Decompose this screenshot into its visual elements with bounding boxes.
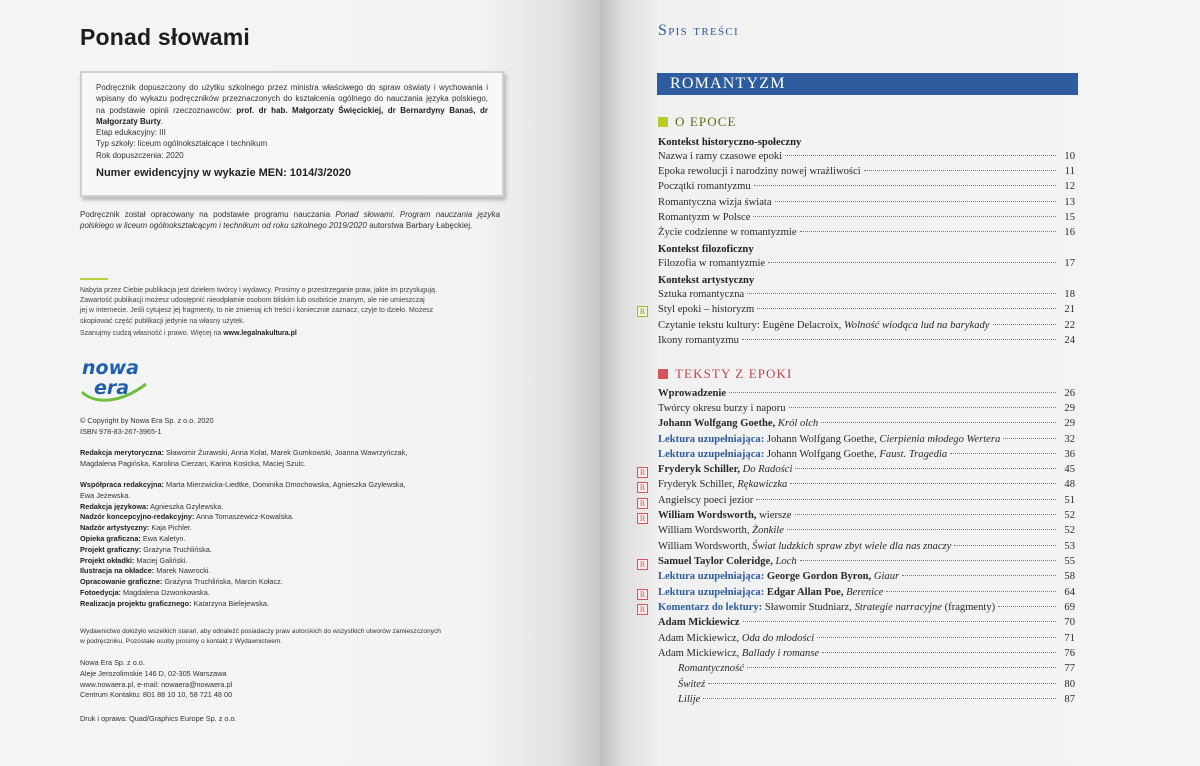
toc-title: Romantyczna wizja świata — [658, 197, 772, 208]
toc-entry[interactable] — [658, 479, 1075, 494]
toc-title — [678, 679, 705, 690]
toc-entry[interactable] — [658, 212, 1075, 227]
toc-entry[interactable] — [658, 510, 1075, 525]
credit-line — [80, 566, 480, 577]
leader-dots — [754, 185, 1056, 186]
approval-year: Rok dopuszczenia: 2020 — [96, 150, 184, 160]
toc-work-title: Cierpienia młodego Wertera — [879, 434, 1001, 445]
credits-block — [80, 480, 480, 610]
toc-entry[interactable] — [658, 335, 1075, 350]
toc-page: 69 — [1064, 602, 1075, 613]
toc-page: 76 — [1064, 648, 1075, 659]
editors-names-cont: Magdalena Pagińska, Karolina Cierzan, Karina Kosicka, Maciej Szulc. — [80, 458, 306, 468]
subheading-text: TEKSTY Z EPOKI — [675, 366, 793, 381]
toc-author: Adam Mickiewicz, — [658, 633, 740, 644]
credit-value: Katarzyna Bielejewska. — [193, 598, 269, 608]
toc-title — [658, 510, 792, 521]
toc-author: William Wordsworth, — [658, 541, 750, 552]
copyright-notice — [80, 286, 475, 339]
toc-title: Życie codzienne w romantyzmie — [658, 227, 797, 238]
toc-title — [658, 320, 990, 331]
leader-dots — [729, 392, 1056, 393]
leader-dots — [708, 683, 1056, 684]
toc-entry[interactable] — [678, 663, 1075, 678]
toc-entry[interactable] — [658, 556, 1075, 571]
toc-page: 71 — [1064, 633, 1075, 644]
toc-work-title: Berenice — [846, 587, 884, 598]
credit-value: Kaja Pichler. — [151, 523, 192, 533]
toc-page: 29 — [1064, 403, 1075, 414]
toc-title — [658, 633, 814, 644]
toc-title: Sztuka romantyczna — [658, 289, 745, 300]
leader-dots — [775, 201, 1056, 202]
toc-entry[interactable] — [658, 304, 1075, 319]
credit-label: Redakcja językowa: — [80, 501, 149, 511]
leader-dots — [817, 637, 1056, 638]
toc-page: 53 — [1064, 541, 1075, 552]
logo-text-era: era — [94, 377, 130, 399]
toc-author: Sławomir Studniarz, — [764, 602, 852, 613]
toc-author: William Wordsworth, — [658, 510, 757, 521]
toc-entry[interactable] — [658, 388, 1075, 403]
toc-entry[interactable] — [658, 289, 1075, 304]
copyright-block — [80, 416, 480, 438]
credit-label: Opieka graficzna: — [80, 533, 141, 543]
credit-value: Marek Nawrocki. — [156, 566, 211, 576]
toc-work-title: Romantyczność — [678, 663, 744, 674]
toc-author: George Gordon Byron, — [766, 571, 872, 582]
program-note-title: Ponad słowami. Program nauczania języka polskiego w liceum ogólnokształcącym i technikum od roku szkolnego 2019/2020 — [80, 210, 500, 231]
subheading-o-epoce — [658, 114, 737, 130]
toc-entry[interactable] — [658, 197, 1075, 212]
editors-line — [80, 448, 480, 459]
toc-entry[interactable] — [658, 181, 1075, 196]
toc-work-title: Świteź — [678, 679, 706, 690]
divider — [80, 278, 108, 280]
toc-page: 80 — [1064, 679, 1075, 690]
toc-entry[interactable] — [658, 648, 1075, 663]
approval-box — [80, 71, 504, 197]
toc-page: 11 — [1064, 166, 1075, 177]
notice-line — [80, 329, 475, 339]
rights-block — [80, 627, 480, 647]
toc-page: 29 — [1064, 418, 1075, 429]
program-note-c: autorstwa Barbary Łabęckiej. — [369, 221, 473, 231]
book-title: Ponad słowami — [80, 24, 251, 50]
credit-label: Projekt graficzny: — [80, 544, 142, 554]
toc-author: William Wordsworth, — [658, 525, 750, 536]
toc-page: 10 — [1064, 151, 1075, 162]
credit-value: Agnieszka Gzylewska. — [150, 501, 224, 511]
credit-label: Opracowanie graficzne: — [80, 577, 163, 587]
toc-title: Nazwa i ramy czasowe epoki — [658, 151, 783, 162]
r-extended-icon: R — [637, 559, 648, 570]
leader-dots — [1003, 438, 1056, 439]
toc-title: Styl epoki – historyzm — [658, 304, 755, 315]
notice-line: Nabyta przez Ciebie publikacja jest dziełem twórcy i wydawcy. Prosimy o przestrzeganie praw, jakie im przysługują. — [80, 287, 438, 294]
r-extended-icon: R — [637, 589, 648, 600]
leader-dots — [822, 652, 1056, 653]
toc-page: 12 — [1064, 181, 1075, 192]
credit-value: Ewa Kaletyn. — [142, 533, 186, 543]
toc-entry[interactable] — [658, 151, 1075, 166]
toc-work-title: Do Radości — [742, 464, 793, 475]
credit-line — [80, 502, 480, 513]
coop-names-cont: Ewa Jeżewska. — [80, 490, 131, 500]
leader-dots — [747, 667, 1056, 668]
toc-title: Ikony romantyzmu — [658, 335, 739, 346]
coop-label: Współpraca redakcyjna: — [80, 480, 164, 489]
rights-line: w podręczniku. Pozostałe osoby prosimy o kontakt z Wydawnictwem. — [80, 638, 283, 645]
address-line: Centrum Kontaktu: 801 88 10 10, 58 721 48 00 — [80, 690, 233, 700]
nowa-era-logo — [80, 354, 150, 404]
toc-page: 70 — [1064, 617, 1075, 628]
category-heading: Kontekst historyczno-społeczny — [658, 137, 802, 148]
toc-author: Fryderyk Schiller, — [658, 479, 735, 490]
toc-entry[interactable] — [658, 166, 1075, 181]
toc-entry[interactable] — [658, 464, 1075, 479]
credit-label: Realizacja projektu graficznego: — [80, 598, 192, 608]
credit-line — [80, 588, 480, 599]
approval-text: Podręcznik dopuszczony do użytku szkolnego przez ministra właściwego do spraw oświaty i wychowania i wpisany do wykazu podręczników przeznaczonych do kształcenia ogólnego do nauczania języka polskiego, na podstawie opinii rzeczoznawców: prof. dr hab. Małgorzaty Święcickiej, dr Bernardyny Banaś, dr Małgorzaty Burty. — [96, 83, 488, 126]
leader-dots — [753, 216, 1056, 217]
toc-page: 55 — [1064, 556, 1075, 567]
section-title: ROMANTYZM — [670, 75, 786, 92]
leader-dots — [703, 698, 1056, 699]
toc-work-title: Rękawiczka — [737, 479, 788, 490]
toc-title: Filozofia w romantyzmie — [658, 258, 766, 269]
toc-work-title: Świat ludzkich spraw zbyt wiele dla nas znaczy — [752, 541, 952, 552]
r-extended-icon: R — [637, 604, 648, 615]
program-note-a: Podręcznik został opracowany na podstawie programu nauczania — [80, 210, 331, 219]
toc-title — [658, 525, 784, 536]
leader-dots — [800, 231, 1056, 232]
toc-entry[interactable] — [678, 694, 1075, 709]
toc-work-title: Król olch — [777, 418, 819, 429]
editors-label: Redakcja merytoryczna: — [80, 448, 164, 457]
credit-line — [80, 556, 480, 567]
toc-page: 36 — [1064, 449, 1075, 460]
toc-page: 15 — [1064, 212, 1075, 223]
address-block — [80, 658, 480, 701]
coop-line — [80, 480, 480, 491]
credit-line — [80, 577, 480, 588]
legal-culture-link[interactable]: www.legalnakultura.pl — [223, 329, 297, 337]
toc-title: Romantyzm w Polsce — [658, 212, 751, 223]
toc-page: 51 — [1064, 495, 1075, 506]
toc-entry[interactable] — [658, 418, 1075, 433]
leader-dots — [998, 606, 1056, 607]
editors-block — [80, 448, 480, 470]
r-extended-icon: R — [637, 498, 648, 509]
toc-work-title: Loch — [775, 556, 797, 567]
toc-entry[interactable] — [678, 679, 1075, 694]
address-line: Aleje Jerozolimskie 146 D, 02-305 Warszawa — [80, 668, 227, 678]
toc-entry[interactable] — [658, 495, 1075, 510]
toc-title-part: Czytanie tekstu kultury: Eugène Delacroix, — [658, 320, 842, 331]
toc-page: 87 — [1064, 694, 1075, 705]
notice-line: jej w internecie. Jeśli cytujesz jej fragmenty, to nie zmieniaj ich treści i koniecznie zaznacz, czyje to dzieło. Możesz — [80, 307, 434, 315]
address-line: Nowa Era Sp. z o.o. — [80, 658, 145, 667]
subheading-text: O EPOCE — [675, 114, 737, 129]
toc-title — [658, 479, 787, 490]
toc-title — [658, 449, 947, 460]
leader-dots — [785, 155, 1056, 156]
credit-label: Projekt okładki: — [80, 555, 135, 565]
toc-author: Samuel Taylor Coleridge, — [658, 556, 773, 567]
toc-label: Lektura uzupełniająca: — [658, 449, 765, 460]
toc-entry[interactable] — [658, 449, 1075, 464]
leader-dots — [757, 308, 1056, 309]
r-extended-icon: R — [637, 467, 648, 478]
toc-page: 21 — [1064, 304, 1075, 315]
credit-label: Nadzór koncepcyjno-redakcyjny: — [80, 512, 195, 522]
r-extended-icon: R — [637, 513, 648, 524]
r-extended-icon: R — [637, 306, 648, 317]
toc-page: 26 — [1064, 388, 1075, 399]
leader-dots — [790, 483, 1056, 484]
leader-dots — [795, 468, 1056, 469]
credit-value: Magdalena Dzwonkowska. — [122, 587, 210, 597]
print-line: Druk i oprawa: Quad/Graphics Europe Sp. z o.o. — [80, 714, 237, 723]
leader-dots — [954, 545, 1056, 546]
toc-entry[interactable] — [658, 633, 1075, 648]
toc-author: Johann Wolfgang Goethe, — [766, 434, 877, 445]
address-line: www.nowaera.pl, e-mail: nowaera@nowaera.pl — [80, 679, 233, 689]
toc-author: Adam Mickiewicz, — [658, 648, 740, 659]
approval-stage: Etap edukacyjny: III — [96, 128, 166, 138]
toc-title — [658, 434, 1000, 445]
toc-page: 48 — [1064, 479, 1075, 490]
credit-label: Nadzór artystyczny: — [80, 523, 150, 533]
leader-dots — [768, 262, 1056, 263]
toc-entry[interactable] — [658, 571, 1075, 586]
toc-page: 45 — [1064, 464, 1075, 475]
toc-page: 18 — [1064, 289, 1075, 300]
toc-page: 16 — [1064, 227, 1075, 238]
toc-entry[interactable] — [658, 227, 1075, 242]
toc-page: 58 — [1064, 571, 1075, 582]
credit-label: Fotoedycja: — [80, 587, 121, 597]
toc-work-title: wiersze — [759, 510, 792, 521]
approval-text-main: Podręcznik dopuszczony do użytku szkolnego przez ministra właściwego do spraw oświaty i wychowania i wpisany do wykazu podręczników przeznaczonych do kształcenia ogólnego do nauczania języka polskiego, na podstawie opinii rzeczoznawców: — [96, 83, 488, 115]
toc-title: Twórcy okresu burzy i naporu — [658, 403, 786, 414]
rights-line: Wydawnictwo dołożyło wszelkich starań, aby odnaleźć posiadaczy praw autorskich do wszystkich utworów zamieszczonych — [80, 628, 441, 635]
leader-dots — [747, 293, 1056, 294]
toc-note: (fragmenty) — [944, 602, 996, 613]
toc-page: 64 — [1064, 587, 1075, 598]
toc-title — [678, 663, 744, 674]
toc-author: Edgar Allan Poe, — [766, 587, 844, 598]
toc-title — [658, 418, 818, 429]
category-heading: Kontekst filozoficzny — [658, 244, 754, 255]
subheading-teksty-z-epoki — [658, 366, 792, 382]
toc-title — [658, 541, 951, 552]
coop-names: Marta Mierzwicka-Liedtke, Dominika Dmochowska, Agnieszka Gzylewska, — [165, 480, 406, 489]
toc-page: 52 — [1064, 525, 1075, 536]
toc-page: 17 — [1064, 258, 1075, 269]
toc-entry[interactable] — [658, 434, 1075, 449]
toc-label: Lektura uzupełniająca: — [658, 434, 765, 445]
toc-page: 77 — [1064, 663, 1075, 674]
leader-dots — [800, 560, 1056, 561]
toc-title: Wprowadzenie — [658, 388, 727, 399]
toc-title: Epoka rewolucji i narodziny nowej wrażliwości — [658, 166, 861, 177]
toc-work-title: Wolność wiodąca lud na barykady — [843, 320, 990, 331]
toc-page: 13 — [1064, 197, 1075, 208]
toc-page: 22 — [1064, 320, 1075, 331]
approval-school: Typ szkoły: liceum ogólnokształcące i technikum — [96, 139, 268, 149]
leader-dots — [742, 339, 1056, 340]
toc-work-title: Faust. Tragedia — [879, 449, 948, 460]
toc-title — [658, 587, 883, 598]
notice-line: skopiować część publikacji jedynie na własny użytek. — [80, 317, 245, 325]
credit-label: Ilustracja na okładce: — [80, 566, 155, 576]
leader-dots — [795, 514, 1056, 515]
leader-dots — [787, 529, 1056, 530]
toc-title: Angielscy poeci jezior — [658, 495, 754, 506]
toc-author: Johann Wolfgang Goethe, — [658, 418, 776, 429]
category-heading: Kontekst artystyczny — [658, 275, 755, 286]
leader-dots — [789, 407, 1056, 408]
credit-value: Anna Tomaszewicz-Kowalska. — [195, 512, 294, 522]
leader-dots — [993, 324, 1057, 325]
toc-entry[interactable] — [658, 403, 1075, 418]
leader-dots — [886, 591, 1056, 592]
copyright-line: © Copyright by Nowa Era Sp. z o.o. 2020 — [80, 416, 214, 425]
toc-author: Fryderyk Schiller, — [658, 464, 740, 475]
registration-number: Numer ewidencyjny w wykazie MEN: 1014/3/2020 — [96, 167, 351, 180]
section-bar-romantyzm — [657, 73, 1078, 95]
notice-line: Zawartość publikacji możesz udostępnić nieodpłatnie osobom bliskim lub osobiście znanym, ale nie umieszczaj — [80, 297, 425, 305]
toc-title — [658, 648, 819, 659]
toc-entry[interactable] — [658, 617, 1075, 632]
toc-work-title: Lilije — [678, 694, 701, 705]
toc-title — [658, 602, 995, 613]
leader-dots — [950, 453, 1056, 454]
toc-entry[interactable] — [658, 525, 1075, 540]
toc-entry[interactable] — [658, 541, 1075, 556]
toc-title — [658, 556, 797, 567]
program-note — [80, 209, 500, 232]
logo-text-nowa: nowa — [82, 357, 139, 379]
leader-dots — [902, 575, 1056, 576]
toc-title — [678, 694, 700, 705]
toc-work-title: Giaur — [873, 571, 900, 582]
toc-entry[interactable] — [658, 602, 1075, 617]
credit-line — [80, 599, 480, 610]
toc-entry[interactable] — [658, 258, 1075, 273]
toc-title: Adam Mickiewicz — [658, 617, 740, 628]
leader-dots — [864, 170, 1056, 171]
r-extended-icon: R — [637, 482, 648, 493]
toc-title — [658, 464, 792, 475]
toc-label: Lektura uzupełniająca: — [658, 571, 765, 582]
credit-value: Grażyna Truchlińska. — [143, 544, 212, 554]
isbn-line: ISBN 978-83-267-3965-1 — [80, 426, 162, 436]
toc-page: 24 — [1064, 335, 1075, 346]
toc-page: 52 — [1064, 510, 1075, 521]
credit-value: Grażyna Truchlińska, Marcin Kołacz. — [164, 577, 283, 587]
credit-value: Maciej Galiński. — [136, 555, 188, 565]
credit-line — [80, 523, 480, 534]
leader-dots — [743, 621, 1057, 622]
leader-dots — [756, 499, 1056, 500]
red-square-icon — [658, 369, 668, 379]
credit-line — [80, 545, 480, 556]
toc-title: Początki romantyzmu — [658, 181, 751, 192]
toc-work-title: Żonkile — [752, 525, 784, 536]
toc-author: Johann Wolfgang Goethe, — [766, 449, 877, 460]
credit-line — [80, 512, 480, 523]
toc-entry[interactable] — [658, 587, 1075, 602]
toc-work-title: Ballady i romanse — [741, 648, 820, 659]
leader-dots — [821, 422, 1056, 423]
toc-title — [658, 571, 899, 582]
toc-label: Komentarz do lektury: — [658, 602, 763, 613]
toc-page: 32 — [1064, 434, 1075, 445]
toc-work-title: Oda do młodości — [741, 633, 815, 644]
credit-line — [80, 534, 480, 545]
approval-experts: prof. dr hab. Małgorzaty Święcickiej, dr Bernardyny Banaś, dr Małgorzaty Burty — [96, 105, 488, 126]
editors-names: Sławomir Żurawski, Anna Kolat, Marek Gumkowski, Joanna Wawrzyńczak, — [166, 448, 408, 457]
toc-heading: Spis treści — [658, 22, 739, 39]
toc-work-title: Strategie narracyjne — [854, 602, 942, 613]
green-square-icon — [658, 117, 668, 127]
notice-text: Szanujmy cudzą własność i prawo. Więcej na — [80, 329, 222, 337]
toc-entry[interactable] — [658, 320, 1075, 335]
toc-label: Lektura uzupełniająca: — [658, 587, 765, 598]
